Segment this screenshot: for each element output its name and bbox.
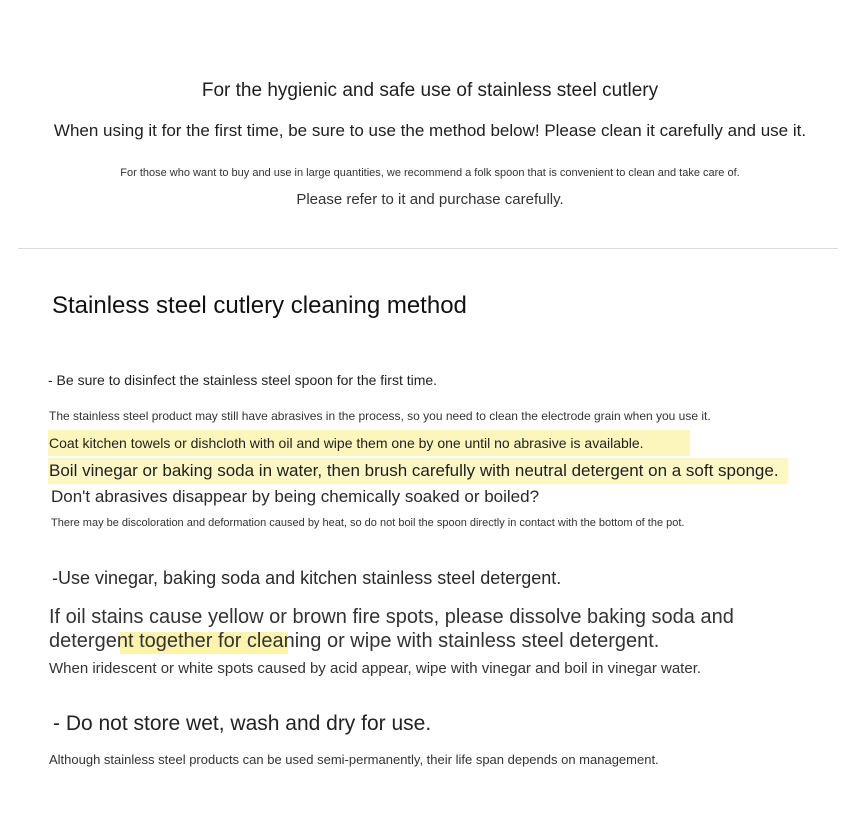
intro-title: For the hygienic and safe use of stainless steel cutlery [201,80,659,101]
oil-stain-instruction-line2: detergent together for cleaning or wipe with stainless steel detergent. [49,630,660,652]
oil-stain-instruction-line1: If oil stains cause yellow or brown fire spots, please dissolve baking soda and [49,606,734,628]
vinegar-heading: -Use vinegar, baking soda and kitchen stainless steel detergent. [52,568,562,588]
first-use-notice: When using it for the first time, be sure to use the method below! Please clean it carefully and use it. [53,121,807,140]
boil-instruction: Boil vinegar or baking soda in water, then brush carefully with neutral detergent on a soft sponge. [49,461,779,480]
acid-spot-instruction: When iridescent or white spots caused by acid appear, wipe with vinegar and boil in vinegar water. [49,660,702,677]
storage-heading: - Do not store wet, wash and dry for use. [53,712,432,735]
abrasive-question: Don't abrasives disappear by being chemically soaked or boiled? [51,487,540,506]
refer-note: Please refer to it and purchase carefully. [296,191,564,208]
disinfect-heading: - Be sure to disinfect the stainless steel spoon for the first time. [48,372,438,388]
heat-warning: There may be discoloration and deformation caused by heat, so do not boil the spoon directly in contact with the bottom of the pot. [51,517,685,529]
divider [18,248,838,249]
oil-wipe-instruction: Coat kitchen towels or dishcloth with oil and wipe them one by one until no abrasive is available. [49,435,644,451]
section-title: Stainless steel cutlery cleaning method [52,292,467,319]
lifespan-note: Although stainless steel products can be used semi-permanently, their life span depends on management. [49,752,659,767]
bulk-purchase-note: For those who want to buy and use in large quantities, we recommend a folk spoon that is convenient to clean and take care of. [120,167,740,179]
abrasive-note: The stainless steel product may still have abrasives in the process, so you need to clean the electrode grain when you use it. [49,409,711,423]
